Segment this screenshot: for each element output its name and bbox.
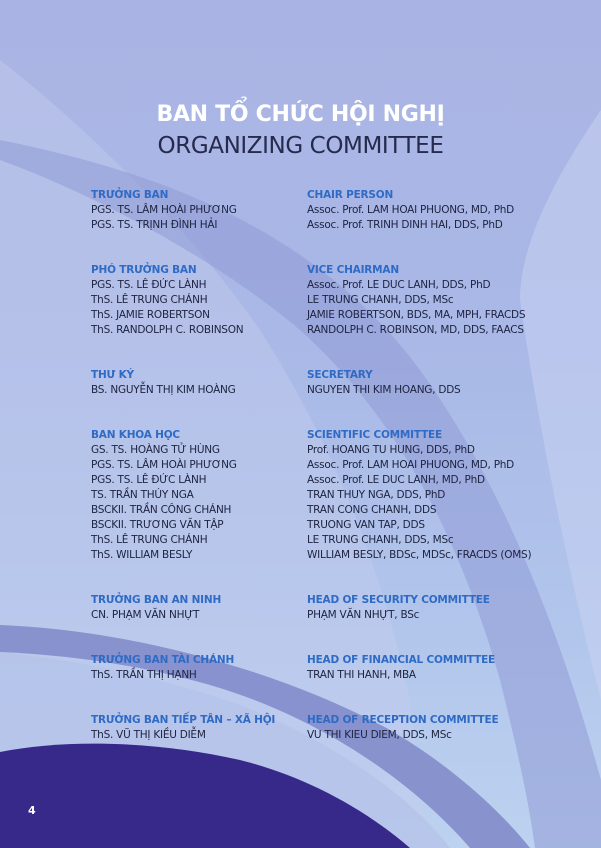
member-vn: ThS. JAMIE ROBERTSON (91, 309, 210, 321)
section-heading-en: HEAD OF FINANCIAL COMMITTEE (307, 654, 496, 666)
member-vn: PGS. TS. LÂM HOÀI PHƯƠNG (91, 204, 237, 216)
page-number: 4 (28, 804, 36, 817)
member-en: Assoc. Prof. TRINH DINH HAI, DDS, PhD (307, 219, 503, 231)
member-vn: ThS. VŨ THỊ KIỀU DIỄM (91, 729, 206, 741)
section-heading-vn: TRƯỞNG BAN TIẾP TÂN – XÃ HỘI (91, 714, 276, 726)
section-heading-vn: TRƯỞNG BAN (91, 189, 169, 201)
section-heading-en: SECRETARY (307, 369, 373, 381)
section-heading-en: HEAD OF SECURITY COMMITTEE (307, 594, 490, 606)
column-english (307, 263, 525, 338)
member-en: Assoc. Prof. LE DUC LANH, MD, PhD (307, 474, 485, 486)
column-english (307, 713, 498, 743)
member-en: Assoc. Prof. LE DUC LANH, DDS, PhD (307, 279, 491, 291)
column-vietnamese (91, 713, 275, 743)
column-vietnamese (91, 593, 221, 623)
column-vietnamese (91, 653, 234, 683)
column-english (307, 593, 490, 623)
member-vn: BSCKII. TRƯƠNG VĂN TẬP (91, 519, 224, 531)
member-en: LE TRUNG CHANH, DDS, MSc (307, 534, 454, 546)
title-english: ORGANIZING COMMITTEE (157, 133, 444, 159)
column-english (307, 188, 514, 233)
member-vn: ThS. RANDOLPH C. ROBINSON (91, 324, 244, 336)
member-vn: TS. TRẦN THÚY NGA (91, 489, 194, 501)
member-en: Assoc. Prof. LAM HOAI PHUONG, MD, PhD (307, 204, 515, 216)
member-en: Assoc. Prof. LAM HOAI PHUONG, MD, PhD (307, 459, 515, 471)
column-english (307, 368, 460, 398)
member-en: TRAN THI HANH, MBA (307, 669, 416, 681)
member-vn: PGS. TS. LÊ ĐỨC LÀNH (91, 279, 207, 291)
member-en: Prof. HOANG TU HUNG, DDS, PhD (307, 444, 475, 456)
column-vietnamese (91, 263, 243, 338)
member-vn: ThS. LÊ TRUNG CHÁNH (91, 294, 208, 306)
section-heading-en: SCIENTIFIC COMMITTEE (307, 429, 442, 441)
column-english (307, 428, 531, 563)
member-vn: BS. NGUYỄN THỊ KIM HOÀNG (91, 384, 236, 396)
member-vn: ThS. WILLIAM BESLY (91, 549, 193, 561)
member-en: LE TRUNG CHANH, DDS, MSc (307, 294, 454, 306)
member-vn: PGS. TS. LÊ ĐỨC LÀNH (91, 474, 207, 486)
member-vn: PGS. TS. TRỊNH ĐÌNH HẢI (91, 219, 218, 231)
section-heading-vn: TRƯỞNG BAN AN NINH (91, 594, 222, 606)
member-en: PHẠM VĂN NHỰT, BSc (307, 609, 420, 621)
member-en: NGUYEN THI KIM HOANG, DDS (307, 384, 461, 396)
column-english (307, 653, 495, 683)
member-vn: GS. TS. HOÀNG TỬ HÙNG (91, 444, 220, 456)
member-en: TRAN THUY NGA, DDS, PhD (307, 489, 446, 501)
member-en: WILLIAM BESLY, BDSc, MDSc, FRACDS (OMS) (307, 549, 532, 561)
member-en: RANDOLPH C. ROBINSON, MD, DDS, FAACS (307, 324, 524, 336)
section-heading-en: CHAIR PERSON (307, 189, 394, 201)
member-en: TRUONG VAN TAP, DDS (307, 519, 425, 531)
section-heading-en: VICE CHAIRMAN (307, 264, 399, 276)
column-vietnamese (91, 428, 237, 563)
member-en: JAMIE ROBERTSON, BDS, MA, MPH, FRACDS (307, 309, 526, 321)
member-vn: PGS. TS. LÂM HOÀI PHƯƠNG (91, 459, 237, 471)
member-en: TRAN CONG CHANH, DDS (307, 504, 437, 516)
member-vn: ThS. LÊ TRUNG CHÁNH (91, 534, 208, 546)
section-heading-vn: PHÓ TRƯỞNG BAN (91, 264, 197, 276)
column-vietnamese (91, 188, 237, 233)
member-en: VU THI KIEU DIEM, DDS, MSc (307, 729, 452, 741)
section-heading-vn: THƯ KÝ (91, 369, 134, 381)
column-vietnamese (91, 368, 236, 398)
member-vn: BSCKII. TRẦN CÔNG CHÁNH (91, 504, 232, 516)
title-vietnamese: BAN TỔ CHỨC HỘI NGHỊ (156, 102, 445, 127)
member-vn: CN. PHẠM VĂN NHỰT (91, 609, 200, 621)
section-heading-en: HEAD OF RECEPTION COMMITTEE (307, 714, 499, 726)
member-vn: ThS. TRẦN THỊ HẠNH (91, 669, 197, 681)
section-heading-vn: TRƯỞNG BAN TÀI CHÁNH (91, 654, 235, 666)
section-heading-vn: BAN KHOA HỌC (91, 429, 180, 441)
